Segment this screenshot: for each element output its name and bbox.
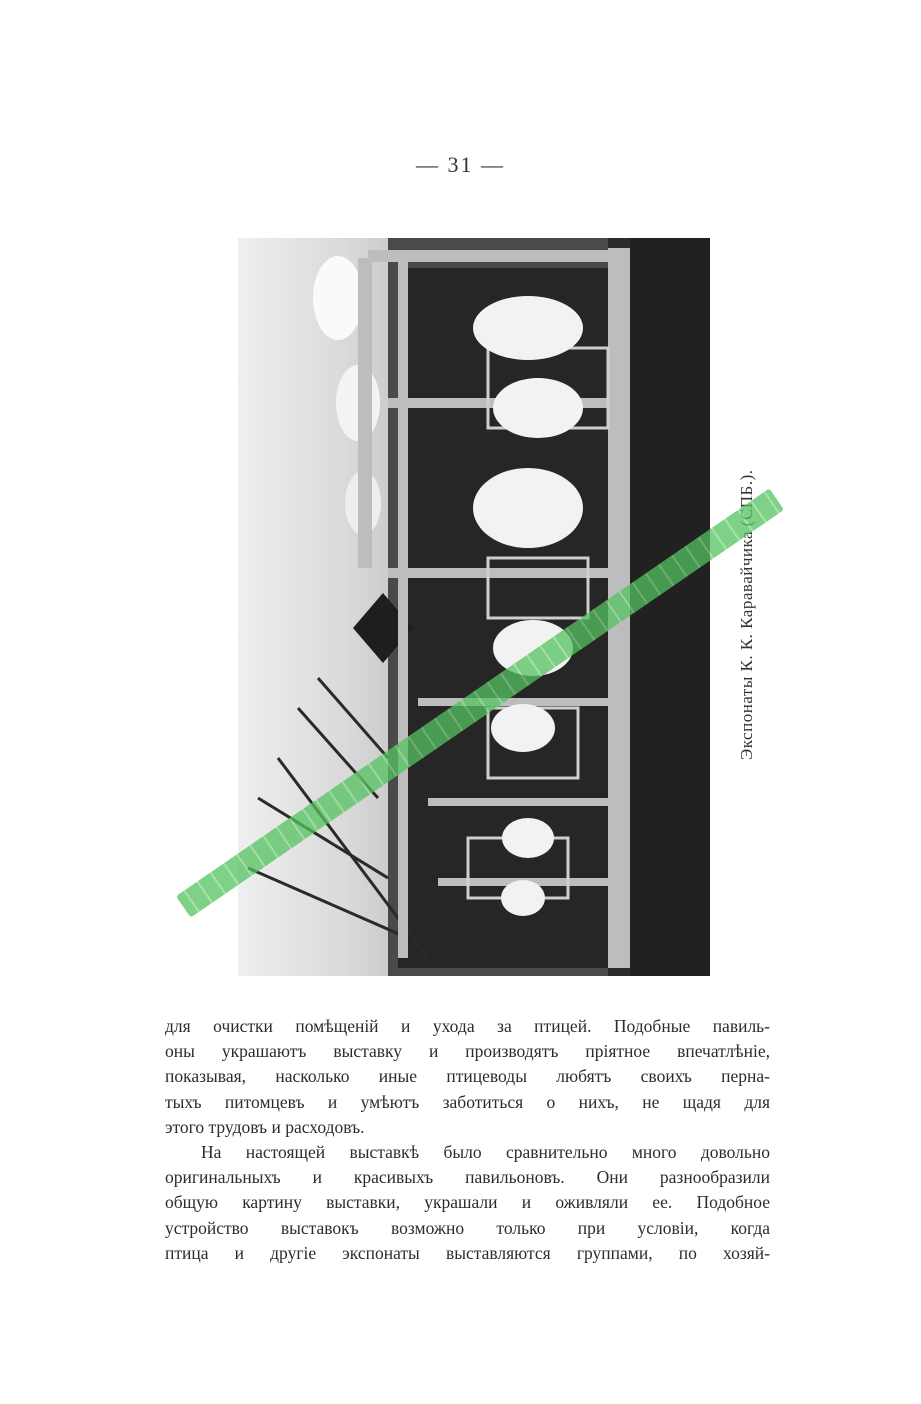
text-line: для очистки помѣщеній и ухода за птицей. Подобные павиль- xyxy=(165,1016,770,1036)
text-line: этого трудовъ и расходовъ. xyxy=(165,1116,365,1137)
text-line: На настоящей выставкѣ было сравнительно много довольно xyxy=(201,1142,770,1163)
text-line: устройство выставокъ возможно только при условіи, когда xyxy=(165,1217,770,1238)
text-line: оны украшаютъ выставку и производятъ пріятное впечатлѣніе, xyxy=(165,1041,770,1062)
text-line: тыхъ питомцевъ и умѣютъ заботиться о нихъ, не щадя для xyxy=(165,1091,770,1112)
text-line: оригинальныхъ и красивыхъ павильоновъ. Они разнообразили xyxy=(165,1167,770,1188)
page-number: — 31 — xyxy=(416,152,505,177)
body-text xyxy=(165,1014,770,1266)
text-line: общую картину выставки, украшали и оживляли ее. Подобное xyxy=(165,1192,770,1213)
photo-caption: Экспонаты К. К. Каравайчика (СПБ.). xyxy=(737,469,756,761)
text-line: показывая, насколько иные птицеводы любятъ своихъ перна- xyxy=(165,1066,770,1087)
text-line: птица и другіе экспонаты выставляются группами, по хозяй- xyxy=(165,1242,770,1263)
